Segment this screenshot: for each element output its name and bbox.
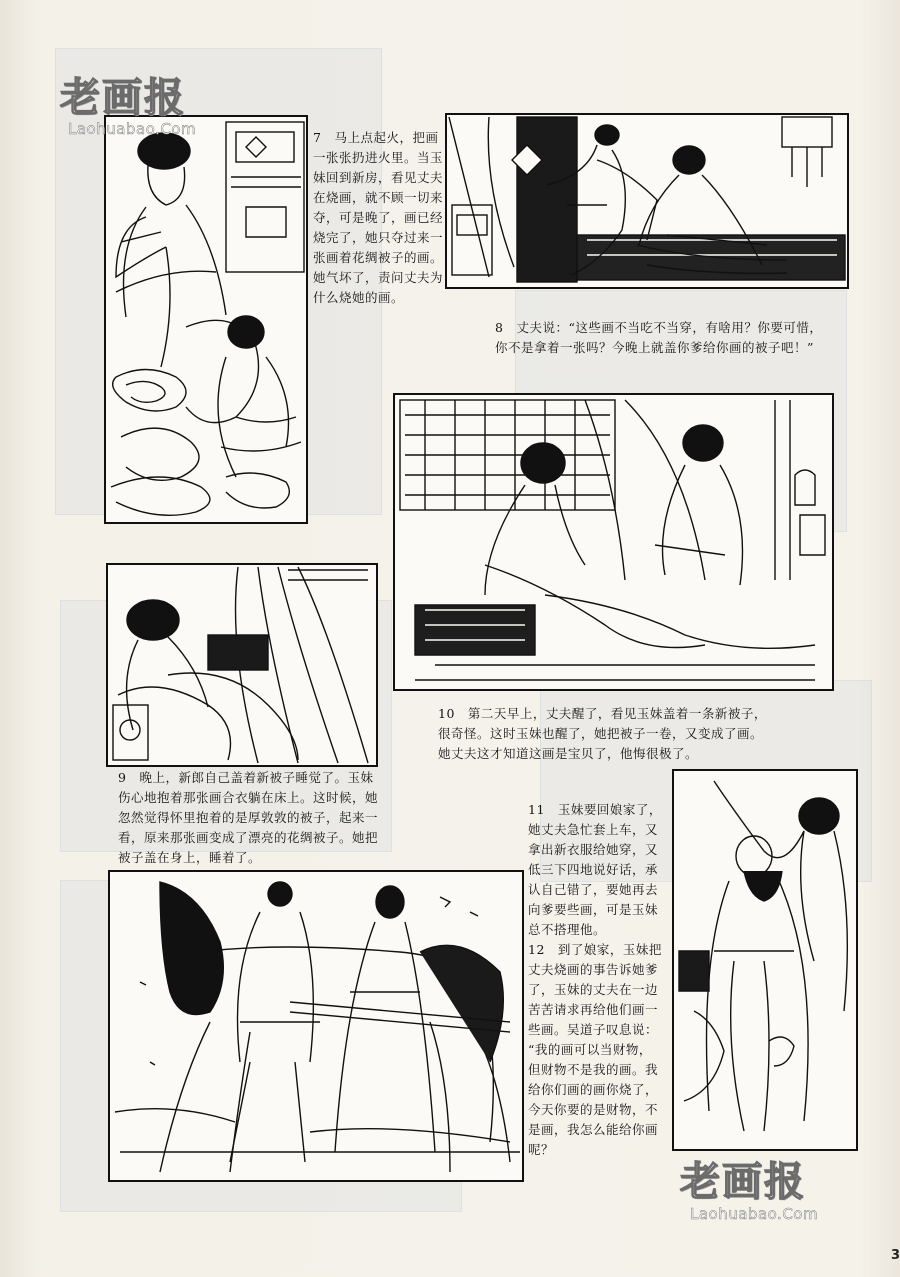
panel-12-illustration xyxy=(672,769,858,1151)
panel-9-drawing xyxy=(108,565,376,765)
panel-12-drawing xyxy=(674,771,856,1149)
panel-8-illustration xyxy=(445,113,849,289)
panel-9-illustration xyxy=(106,563,378,767)
caption-panel-9: 9 晚上，新郎自己盖着新被子睡觉了。玉妹 伤心地抱着那张画合衣躺在床上。这时候，她 忽然觉得怀里抱着的是厚敦敦的被子，起来一 看，原来那张画变成了漂亮的花绸被子。她把 被子盖在身上，睡着了。 xyxy=(118,770,379,865)
caption-panel-12: 12 到了娘家，玉妹把 丈夫烧画的事告诉她爹 了，玉妹的丈夫在一边 苦苦请求再给他们画一 些画。吴道子叹息说： “我的画可以当财物， 但财物不是我的画。我 给你们画的画你烧了， 今天你要的是财物，不 是画，我怎么能给你画 呢？ xyxy=(528,942,662,1157)
caption-panel-10: 10 第二天早上，丈夫醒了，看见玉妹盖着一条新被子， 很奇怪。这时玉妹也醒了，她把被子一卷，又变成了画。 她丈夫这才知道这画是宝贝了，他悔很极了。 xyxy=(438,706,767,761)
page-number: 3 xyxy=(890,1248,900,1263)
panel-10-illustration xyxy=(393,393,834,691)
caption-panel-11: 11 玉妹要回娘家了， 她丈夫急忙套上车，又 拿出新衣服给她穿，又 低三下四地说好话，承 认自己错了，要她再去 向爹要些画，可是玉妹 总不搭理他。 xyxy=(528,802,662,937)
watermark-url-bottom: Laohuabao.Com xyxy=(690,1205,819,1223)
caption-panel-7: 7 马上点起火，把画 一张张扔进火里。当玉 妹回到新房，看见丈夫 在烧画，就不顾一切来 夺，可是晚了，画已经 烧完了，她只夺过来一 张画着花绸被子的画。 她气坏了，责问丈夫为 什么烧她的画。 xyxy=(313,130,444,305)
panel-11-drawing xyxy=(110,872,522,1180)
caption-panel-8: 8 丈夫说：“这些画不当吃不当穿，有啥用？你要可惜， 你不是拿着一张吗？今晚上就盖你爹给你画的被子吧！” xyxy=(495,320,823,355)
panel-7-illustration xyxy=(104,115,308,524)
panel-10-drawing xyxy=(395,395,832,689)
panel-8-drawing xyxy=(447,115,847,287)
panel-7-drawing xyxy=(106,117,306,522)
watermark-url-top: Laohuabao.Com xyxy=(68,120,197,138)
watermark-logo-bottom: 老画报 xyxy=(680,1159,806,1205)
panel-11-illustration xyxy=(108,870,524,1182)
watermark-logo-top: 老画报 xyxy=(60,75,186,121)
